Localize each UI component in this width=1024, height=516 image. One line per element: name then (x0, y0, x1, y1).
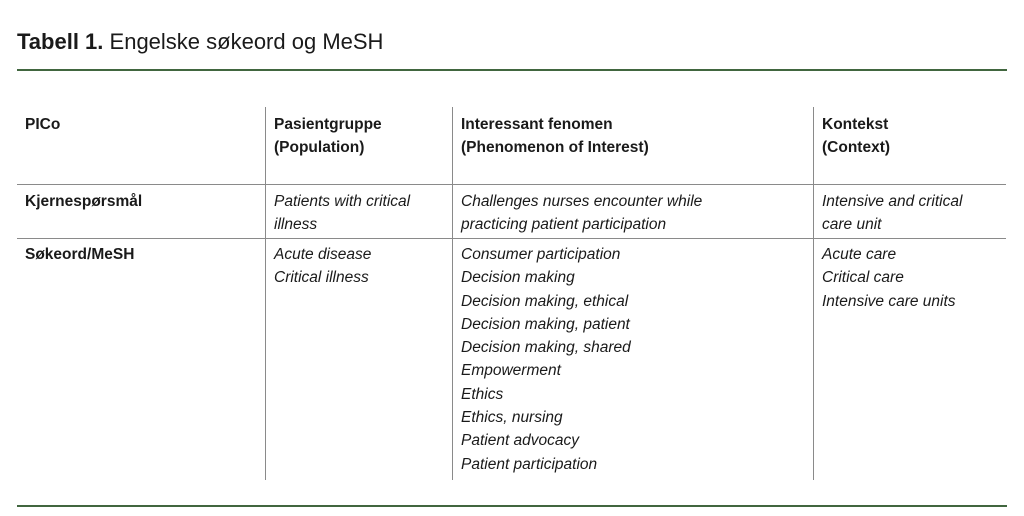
list-item: Intensive care units (822, 292, 956, 310)
list-item: Challenges nurses encounter while (461, 193, 703, 210)
list-item: practicing patient participation (461, 216, 667, 234)
list-item: Acute care (822, 246, 897, 263)
table-caption (17, 28, 383, 56)
list-item: Patients with critical (274, 193, 411, 210)
row1-population (274, 190, 410, 237)
header-context-line1: Kontekst (822, 116, 889, 133)
header-pico: PICo (25, 116, 61, 133)
list-item: Decision making, shared (461, 339, 631, 357)
list-item: Critical care (822, 269, 904, 287)
list-item: Patient participation (461, 455, 598, 473)
column-divider-1 (265, 107, 266, 480)
column-divider-2 (452, 107, 453, 480)
row2-context (822, 243, 956, 313)
header-population-line1: Pasientgruppe (274, 116, 382, 133)
row-divider (17, 238, 1006, 239)
list-item: care unit (822, 216, 882, 234)
list-item: Decision making (461, 269, 575, 287)
list-item: Acute disease (274, 246, 372, 263)
list-item: Ethics, nursing (461, 409, 563, 427)
table-caption-label: Tabell 1. (17, 29, 104, 54)
list-item: Intensive and critical (822, 193, 963, 210)
list-item: Consumer participation (461, 246, 621, 263)
list-item: Decision making, patient (461, 315, 630, 333)
top-rule (17, 69, 1007, 71)
header-row-divider (17, 184, 1006, 185)
header-phenomenon-line1: Interessant fenomen (461, 116, 613, 133)
list-item: Ethics (461, 385, 504, 403)
header-population (274, 113, 382, 160)
row-label-sokeord-mesh: Søkeord/MeSH (25, 246, 135, 263)
header-phenomenon-line2: (Phenomenon of Interest) (461, 139, 649, 157)
list-item: Critical illness (274, 269, 369, 287)
list-item: Patient advocacy (461, 432, 580, 450)
column-divider-3 (813, 107, 814, 480)
bottom-rule (17, 505, 1007, 507)
table-caption-text: Engelske søkeord og MeSH (109, 29, 384, 54)
row2-phenomenon (461, 243, 631, 476)
list-item: Empowerment (461, 362, 561, 380)
header-population-line2: (Population) (274, 139, 365, 157)
row1-phenomenon (461, 190, 702, 237)
row-label-kjernesporsmal: Kjernespørsmål (25, 193, 143, 210)
header-context (822, 113, 890, 160)
list-item: Decision making, ethical (461, 292, 629, 310)
header-phenomenon (461, 113, 649, 160)
list-item: illness (274, 216, 318, 234)
row1-context (822, 190, 962, 237)
row2-population (274, 243, 371, 290)
header-context-line2: (Context) (822, 139, 891, 157)
